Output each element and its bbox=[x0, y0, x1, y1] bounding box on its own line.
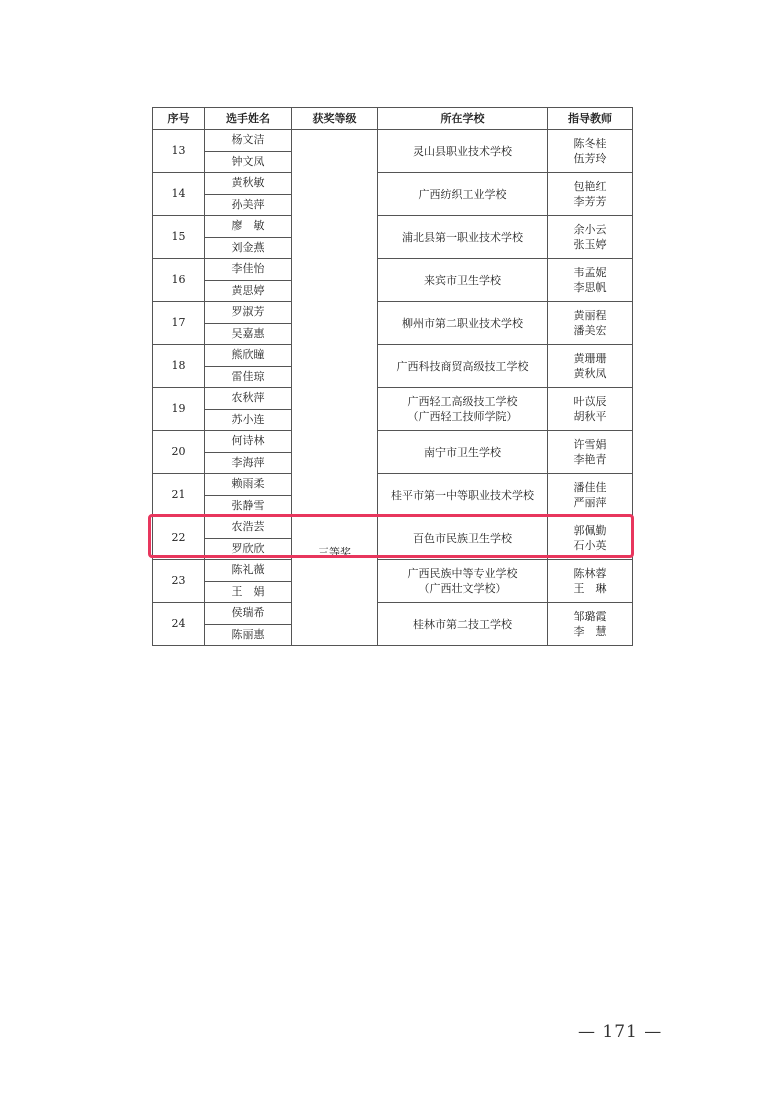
school-line: 灵山县职业技术学校 bbox=[413, 144, 512, 158]
teacher-name: 王 琳 bbox=[573, 582, 607, 595]
student-name: 何诗林 bbox=[205, 431, 292, 453]
teacher-name: 李芳芳 bbox=[573, 195, 607, 208]
teacher-name: 郭佩勤 bbox=[573, 524, 607, 537]
teacher-name: 韦孟妮 bbox=[573, 266, 607, 279]
table-body bbox=[153, 130, 633, 646]
teacher-names bbox=[548, 173, 633, 216]
teacher-names bbox=[548, 431, 633, 474]
student-name: 黄思婷 bbox=[205, 280, 292, 302]
row-number: 17 bbox=[153, 302, 205, 345]
page-number: — 171 — bbox=[578, 1022, 663, 1042]
teacher-name: 李 慧 bbox=[573, 625, 607, 638]
row-number: 13 bbox=[153, 130, 205, 173]
row-number: 22 bbox=[153, 517, 205, 560]
student-name: 陈丽惠 bbox=[205, 624, 292, 646]
teacher-name: 许雪娟 bbox=[573, 438, 607, 451]
row-number: 21 bbox=[153, 474, 205, 517]
row-number: 16 bbox=[153, 259, 205, 302]
table-row bbox=[153, 431, 633, 453]
school-name bbox=[378, 173, 548, 216]
student-name: 赖雨柔 bbox=[205, 474, 292, 496]
teacher-names bbox=[548, 388, 633, 431]
teacher-name: 伍芳玲 bbox=[573, 152, 607, 165]
student-name: 王 娟 bbox=[205, 581, 292, 603]
row-number: 18 bbox=[153, 345, 205, 388]
header-number: 序号 bbox=[153, 108, 205, 130]
school-line: 广西科技商贸高级技工学校 bbox=[396, 359, 529, 373]
student-name: 吴嘉惠 bbox=[205, 323, 292, 345]
teacher-name: 张玉婷 bbox=[573, 238, 607, 251]
school-name bbox=[378, 603, 548, 646]
teacher-name: 石小英 bbox=[573, 539, 607, 552]
teacher-names bbox=[548, 560, 633, 603]
school-name bbox=[378, 431, 548, 474]
row-number: 23 bbox=[153, 560, 205, 603]
school-line: 来宾市卫生学校 bbox=[424, 273, 501, 287]
table-row bbox=[153, 173, 633, 195]
student-name: 苏小连 bbox=[205, 409, 292, 431]
student-name: 农浩芸 bbox=[205, 517, 292, 539]
school-name bbox=[378, 302, 548, 345]
teacher-name: 包艳红 bbox=[573, 180, 607, 193]
student-name: 刘金燕 bbox=[205, 237, 292, 259]
teacher-names bbox=[548, 259, 633, 302]
table-row bbox=[153, 474, 633, 496]
header-student-name: 选手姓名 bbox=[205, 108, 292, 130]
table-row bbox=[153, 603, 633, 625]
school-line: 广西纺织工业学校 bbox=[418, 187, 507, 201]
school-line: 广西民族中等专业学校 bbox=[407, 567, 518, 580]
student-name: 李佳怡 bbox=[205, 259, 292, 281]
student-name: 雷佳琼 bbox=[205, 366, 292, 388]
student-name: 罗淑芳 bbox=[205, 302, 292, 324]
teacher-name: 胡秋平 bbox=[573, 410, 607, 423]
school-name bbox=[378, 130, 548, 173]
table-header-row bbox=[153, 108, 633, 130]
award-level bbox=[292, 130, 378, 646]
teacher-name: 黄秋凤 bbox=[573, 367, 607, 380]
student-name: 农秋萍 bbox=[205, 388, 292, 410]
school-name bbox=[378, 259, 548, 302]
school-line: 桂平市第一中等职业技术学校 bbox=[391, 488, 534, 502]
teacher-names bbox=[548, 302, 633, 345]
school-name bbox=[378, 474, 548, 517]
teacher-name: 叶苡辰 bbox=[573, 395, 607, 408]
school-line: 广西轻工高级技工学校 bbox=[407, 395, 518, 408]
header-teacher: 指导教师 bbox=[548, 108, 633, 130]
teacher-name: 潘美宏 bbox=[573, 324, 607, 337]
student-name: 杨文洁 bbox=[205, 130, 292, 152]
teacher-names bbox=[548, 474, 633, 517]
student-name: 黄秋敏 bbox=[205, 173, 292, 195]
student-name: 罗欣欣 bbox=[205, 538, 292, 560]
table-row bbox=[153, 345, 633, 367]
teacher-name: 潘佳佳 bbox=[573, 481, 607, 494]
school-name bbox=[378, 345, 548, 388]
teacher-name: 陈林蓉 bbox=[573, 567, 607, 580]
teacher-names bbox=[548, 603, 633, 646]
header-school: 所在学校 bbox=[378, 108, 548, 130]
school-line: 百色市民族卫生学校 bbox=[413, 531, 512, 545]
teacher-name: 陈冬桂 bbox=[573, 137, 607, 150]
school-line: 浦北县第一职业技术学校 bbox=[402, 230, 523, 244]
school-line: （广西轻工技师学院） bbox=[407, 410, 518, 423]
row-number: 14 bbox=[153, 173, 205, 216]
row-number: 15 bbox=[153, 216, 205, 259]
student-name: 钟文凤 bbox=[205, 151, 292, 173]
table-row bbox=[153, 259, 633, 281]
teacher-name: 黄丽程 bbox=[573, 309, 607, 322]
table-row bbox=[153, 216, 633, 238]
row-number: 24 bbox=[153, 603, 205, 646]
teacher-name: 严丽萍 bbox=[573, 496, 607, 509]
awards-table bbox=[152, 107, 633, 646]
award-level-text: 三等奖 bbox=[318, 545, 351, 559]
student-name: 侯瑞希 bbox=[205, 603, 292, 625]
student-name: 廖 敏 bbox=[205, 216, 292, 238]
highlight-box bbox=[148, 514, 634, 558]
student-name: 李海萍 bbox=[205, 452, 292, 474]
school-line: 桂林市第二技工学校 bbox=[413, 617, 512, 631]
student-name: 陈礼薇 bbox=[205, 560, 292, 582]
table-row bbox=[153, 302, 633, 324]
row-number: 19 bbox=[153, 388, 205, 431]
teacher-name: 李艳青 bbox=[573, 453, 607, 466]
teacher-name: 邹璐霞 bbox=[573, 610, 607, 623]
school-line: 柳州市第二职业技术学校 bbox=[402, 316, 523, 330]
table-row bbox=[153, 388, 633, 410]
student-name: 孙美萍 bbox=[205, 194, 292, 216]
school-name bbox=[378, 216, 548, 259]
teacher-name: 黄珊珊 bbox=[573, 352, 607, 365]
table-row bbox=[153, 130, 633, 152]
teacher-name: 余小云 bbox=[573, 223, 607, 236]
teacher-names bbox=[548, 216, 633, 259]
school-name bbox=[378, 560, 548, 603]
teacher-names bbox=[548, 130, 633, 173]
school-name bbox=[378, 388, 548, 431]
school-line: （广西壮文学校） bbox=[418, 582, 507, 595]
table-row bbox=[153, 560, 633, 582]
header-award-level: 获奖等级 bbox=[292, 108, 378, 130]
student-name: 熊欣瞳 bbox=[205, 345, 292, 367]
row-number: 20 bbox=[153, 431, 205, 474]
student-name: 张静雪 bbox=[205, 495, 292, 517]
teacher-names bbox=[548, 345, 633, 388]
school-line: 南宁市卫生学校 bbox=[424, 445, 501, 459]
teacher-name: 李思帆 bbox=[573, 281, 607, 294]
